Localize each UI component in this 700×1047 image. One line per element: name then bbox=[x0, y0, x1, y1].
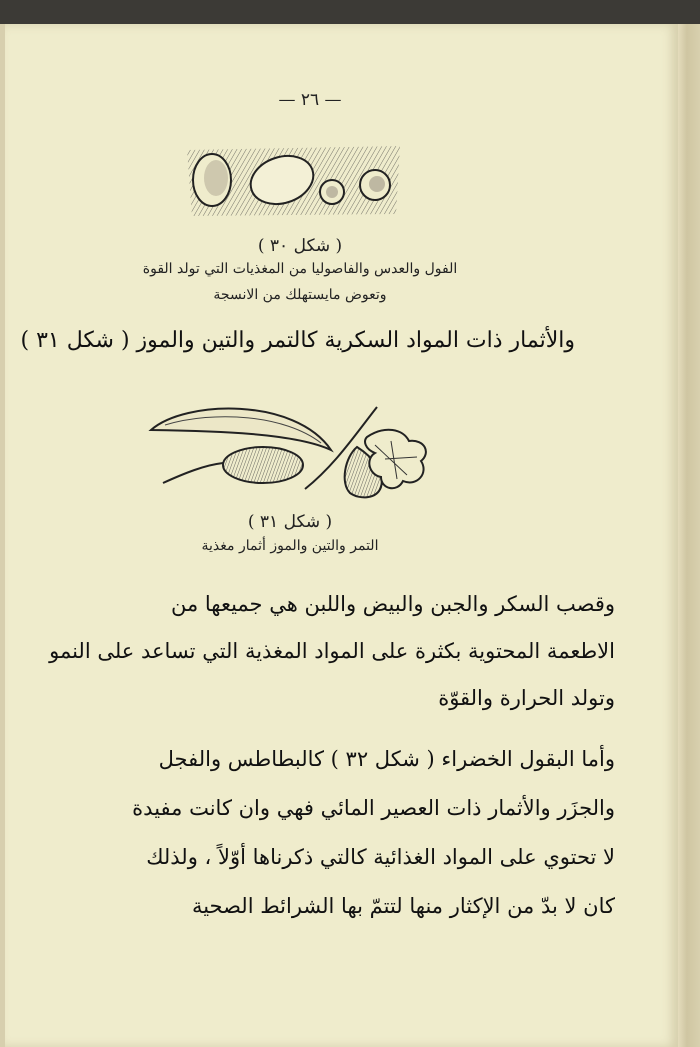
paragraph-1-line-2: الاطعمة المحتوية بكثرة على المواد المغذية التي تساعد على النمو bbox=[49, 639, 615, 663]
figure-30-illustration bbox=[182, 140, 404, 220]
figure-31-label: ( شكل ٣١ ) bbox=[247, 512, 333, 532]
paragraph-2-line-4: كان لا بدّ من الإكثار منها لتتمّ بها الشرائط الصحية bbox=[191, 894, 615, 918]
page-number: — ٢٦ — bbox=[278, 90, 342, 110]
scan-top-border bbox=[0, 0, 700, 26]
paragraph-1-line-1: وقصب السكر والجبن والبيض واللبن هي جميعها من bbox=[170, 592, 615, 616]
paragraph-1-line-3: وتولد الحرارة والقوّة bbox=[438, 686, 615, 710]
heading-line: والأثمار ذات المواد السكرية كالتمر والتين والموز ( شكل ٣١ ) bbox=[20, 328, 575, 353]
page-stack-edge bbox=[678, 24, 700, 1047]
figure-30-label: ( شكل ٣٠ ) bbox=[257, 236, 343, 256]
paragraph-2-line-1: وأما البقول الخضراء ( شكل ٣٢ ) كالبطاطس والفجل bbox=[158, 747, 615, 771]
paragraph-2-line-3: لا تحتوي على المواد الغذائية كالتي ذكرناها أوّلاً ، ولذلك bbox=[146, 845, 615, 869]
figure-30-caption-line-1: الفول والعدس والفاصوليا من المغذيات التي تولد القوة bbox=[142, 261, 458, 277]
figure-31-caption: التمر والتين والموز أثمار مغذية bbox=[201, 538, 379, 554]
figure-30-caption-line-2: وتعوض مايستهلك من الانسجة bbox=[213, 287, 387, 303]
paragraph-2-line-2: والجزَر والأثمار ذات العصير المائي فهي وان كانت مفيدة bbox=[132, 796, 615, 820]
figure-31-illustration bbox=[145, 395, 435, 505]
